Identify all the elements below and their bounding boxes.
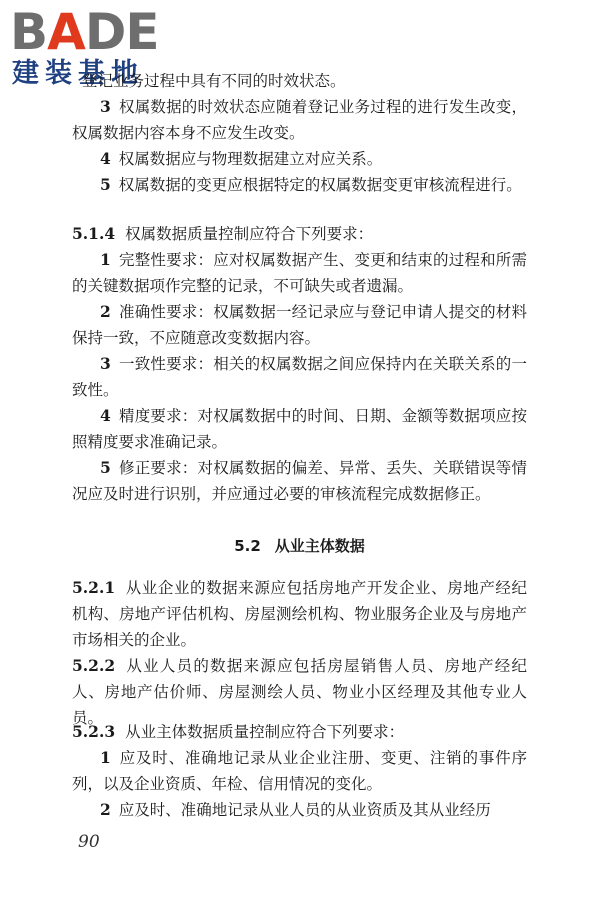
list-item: 5 权属数据的变更应根据特定的权属数据变更审核流程进行。 (100, 175, 522, 194)
list-item: 2 应及时、准确地记录从业人员的从业资质及其从业经历 (100, 800, 491, 819)
list-item: 4 权属数据应与物理数据建立对应关系。 (100, 149, 383, 168)
list-item: 2 准确性要求：权属数据一经记录应与登记申请人提交的材料保持一致，不应随意改变数据内容。 (72, 302, 527, 347)
clause-paragraph: 5.2.2 从业人员的数据来源应包括房屋销售人员、房地产经纪人、房地产估价师、房屋测绘人员、物业小区经理及其他专业人员。 (72, 656, 527, 727)
clause-paragraph: 5.2.1 从业企业的数据来源应包括房地产开发企业、房地产经纪机构、房地产评估机构、房屋测绘机构、物业服务企业及与房地产市场相关的企业。 (72, 578, 527, 649)
list-item: 3 权属数据的时效状态应随着登记业务过程的进行发生改变，权属数据内容本身不应发生改变。 (72, 97, 527, 142)
list-item: 1 应及时、准确地记录从业企业注册、变更、注销的事件序列，以及企业资质、年检、信用情况的变化。 (72, 748, 527, 793)
clause-heading: 5.2.3 从业主体数据质量控制应符合下列要求： (72, 722, 405, 741)
clause-heading: 5.1.4 权属数据质量控制应符合下列要求： (72, 224, 374, 243)
list-item: 4 精度要求：对权属数据中的时间、日期、金额等数据项应按照精度要求准确记录。 (72, 406, 527, 451)
list-item: 5 修正要求：对权属数据的偏差、异常、丢失、关联错误等情况应及时进行识别，并应通过必要的审核流程完成数据修正。 (72, 458, 527, 503)
section-heading: 5.2 从业主体数据 (234, 537, 365, 555)
logo-wordmark: BADE (10, 3, 159, 61)
paragraph-continuation: 登记业务过程中具有不同的时效状态。 (82, 72, 346, 90)
list-item: 3 一致性要求：相关的权属数据之间应保持内在关联关系的一致性。 (72, 354, 527, 399)
list-item: 1 完整性要求：应对权属数据产生、变更和结束的过程和所需的关键数据项作完整的记录，不可缺失或者遗漏。 (72, 250, 527, 295)
page-number: 90 (78, 832, 100, 852)
logo-subtitle: 建装基地 (12, 58, 144, 89)
